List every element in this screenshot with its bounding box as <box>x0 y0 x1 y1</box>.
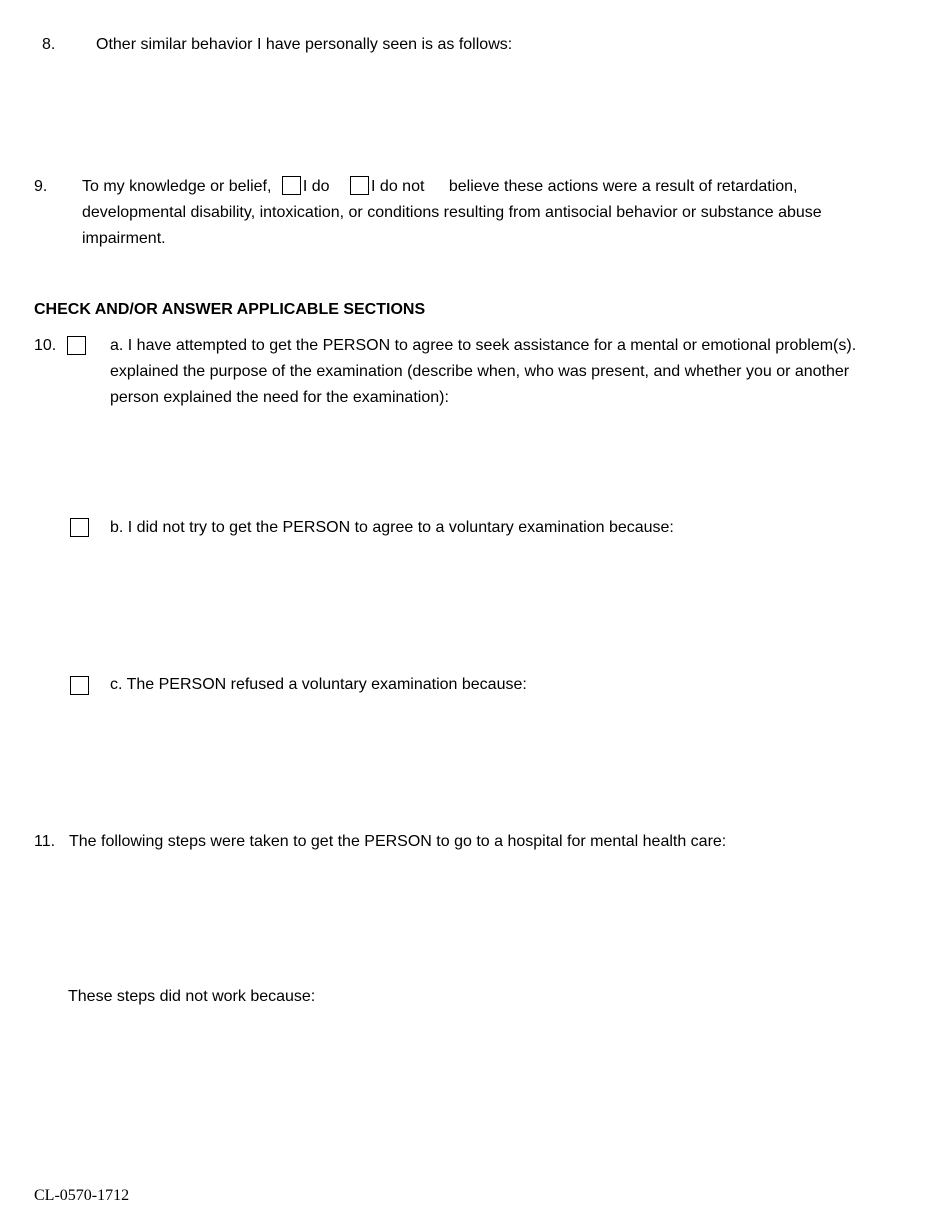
item-10a-line-2: explained the purpose of the examination (describe when, who was present, and whether you or another <box>110 363 850 380</box>
item-8-number: 8. <box>42 36 56 53</box>
item-9-line-1-rest: believe these actions were a result of retardation, <box>448 178 798 195</box>
item-10b-checkbox[interactable] <box>70 518 89 537</box>
item-10-number: 10. <box>34 337 57 354</box>
i-do-checkbox[interactable] <box>282 176 301 195</box>
item-9-line-1 <box>82 174 798 200</box>
item-8-text: Other similar behavior I have personally seen is as follows: <box>96 36 513 53</box>
i-do-label: I do <box>302 178 330 195</box>
item-11-text: The following steps were taken to get the PERSON to go to a hospital for mental health care: <box>69 833 727 850</box>
form-code: CL-0570-1712 <box>34 1187 130 1204</box>
item-9-number: 9. <box>34 178 48 195</box>
item-11-followup: These steps did not work because: <box>68 988 316 1005</box>
item-10c-checkbox[interactable] <box>70 676 89 695</box>
i-do-not-checkbox[interactable] <box>350 176 369 195</box>
item-9-prefix: To my knowledge or belief, <box>82 178 272 195</box>
item-10c-text: c. The PERSON refused a voluntary examination because: <box>110 676 527 693</box>
item-9-line-3: impairment. <box>82 230 166 247</box>
item-11-number: 11. <box>34 833 56 850</box>
item-9-line-2: developmental disability, intoxication, or conditions resulting from antisocial behavior or substance abuse <box>82 204 822 221</box>
i-do-not-label: I do not <box>371 178 425 195</box>
section-heading: CHECK AND/OR ANSWER APPLICABLE SECTIONS <box>34 301 426 318</box>
item-10b-text: b. I did not try to get the PERSON to agree to a voluntary examination because: <box>110 519 674 536</box>
item-10a-checkbox[interactable] <box>67 336 86 355</box>
item-10a-line-1: a. I have attempted to get the PERSON to agree to seek assistance for a mental or emotional problem(s). <box>110 337 857 354</box>
item-10a-line-3: person explained the need for the examination): <box>110 389 449 406</box>
